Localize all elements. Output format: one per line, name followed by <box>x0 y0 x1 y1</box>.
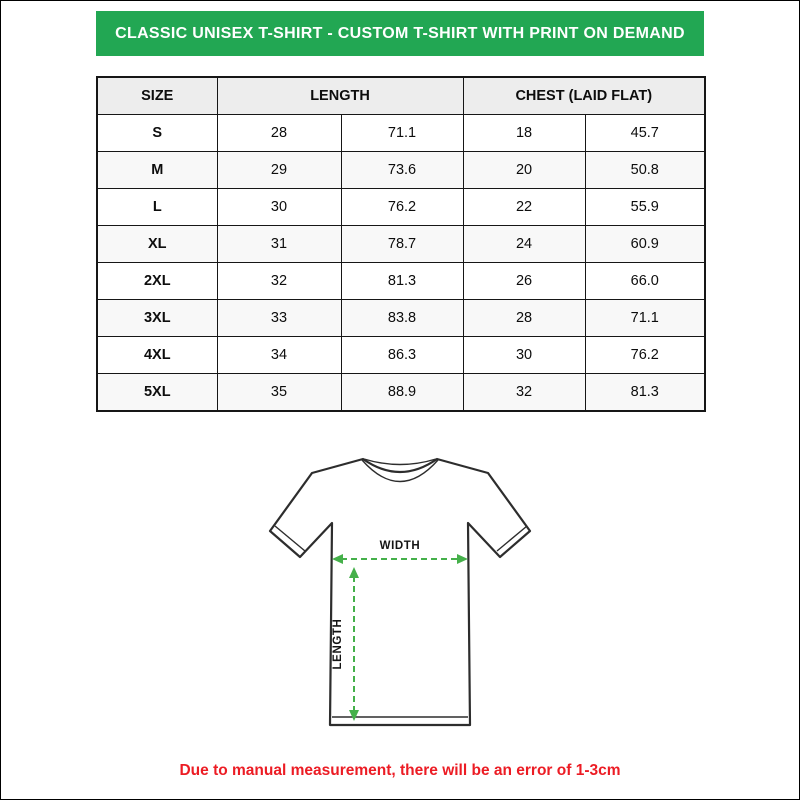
size-cell: 3XL <box>97 300 217 337</box>
length-in-cell: 30 <box>217 189 341 226</box>
table-row <box>97 337 705 374</box>
width-label: WIDTH <box>379 540 421 552</box>
length-cm-cell: 71.1 <box>341 115 463 152</box>
table-row <box>97 226 705 263</box>
size-cell: XL <box>97 226 217 263</box>
size-cell: 4XL <box>97 337 217 374</box>
table-row <box>97 300 705 337</box>
column-header-size: SIZE <box>97 77 217 115</box>
length-in-cell: 34 <box>217 337 341 374</box>
size-cell: S <box>97 115 217 152</box>
column-header-length: LENGTH <box>217 77 463 115</box>
chest-cm-cell: 55.9 <box>585 189 705 226</box>
column-header-chest: CHEST (LAID FLAT) <box>463 77 705 115</box>
length-cm-cell: 73.6 <box>341 152 463 189</box>
length-in-cell: 35 <box>217 374 341 412</box>
size-cell: L <box>97 189 217 226</box>
chest-cm-cell: 60.9 <box>585 226 705 263</box>
chest-in-cell: 18 <box>463 115 585 152</box>
chest-in-cell: 32 <box>463 374 585 412</box>
size-cell: 2XL <box>97 263 217 300</box>
length-in-cell: 32 <box>217 263 341 300</box>
chest-in-cell: 24 <box>463 226 585 263</box>
size-chart-table <box>96 76 706 412</box>
length-cm-cell: 76.2 <box>341 189 463 226</box>
length-cm-cell: 81.3 <box>341 263 463 300</box>
chest-in-cell: 28 <box>463 300 585 337</box>
length-cm-cell: 83.8 <box>341 300 463 337</box>
collar-back-line <box>364 459 436 465</box>
page-title: CLASSIC UNISEX T-SHIRT - CUSTOM T-SHIRT WITH PRINT ON DEMAND <box>115 24 685 42</box>
length-in-cell: 29 <box>217 152 341 189</box>
tshirt-diagram-svg <box>250 437 552 751</box>
table-row <box>97 115 705 152</box>
length-in-cell: 33 <box>217 300 341 337</box>
table-header-row <box>97 77 705 115</box>
tshirt-diagram <box>250 437 552 751</box>
tshirt-outline <box>270 459 530 725</box>
chest-cm-cell: 71.1 <box>585 300 705 337</box>
chest-cm-cell: 45.7 <box>585 115 705 152</box>
chest-in-cell: 20 <box>463 152 585 189</box>
chest-in-cell: 30 <box>463 337 585 374</box>
measurement-note: Due to manual measurement, there will be an error of 1-3cm <box>179 762 621 779</box>
length-label: LENGTH <box>332 618 344 670</box>
table-row <box>97 374 705 412</box>
chest-cm-cell: 66.0 <box>585 263 705 300</box>
size-cell: 5XL <box>97 374 217 412</box>
length-in-cell: 31 <box>217 226 341 263</box>
table-row <box>97 189 705 226</box>
chest-cm-cell: 76.2 <box>585 337 705 374</box>
length-in-cell: 28 <box>217 115 341 152</box>
size-cell: M <box>97 152 217 189</box>
table-row <box>97 263 705 300</box>
length-cm-cell: 78.7 <box>341 226 463 263</box>
chest-cm-cell: 50.8 <box>585 152 705 189</box>
chest-cm-cell: 81.3 <box>585 374 705 412</box>
length-cm-cell: 88.9 <box>341 374 463 412</box>
title-banner <box>96 11 704 56</box>
chest-in-cell: 22 <box>463 189 585 226</box>
chest-in-cell: 26 <box>463 263 585 300</box>
table-row <box>97 152 705 189</box>
length-cm-cell: 86.3 <box>341 337 463 374</box>
